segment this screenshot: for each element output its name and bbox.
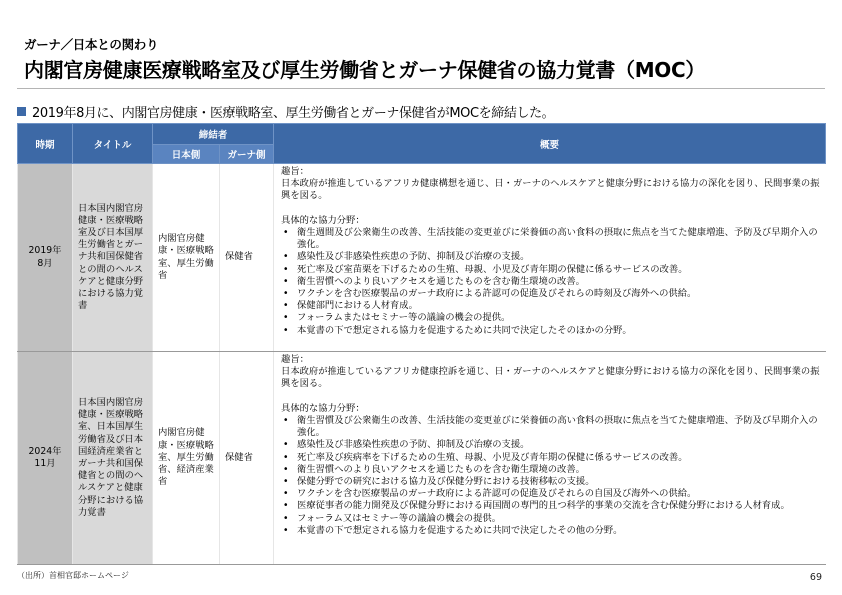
ghana-side-cell: 保健省 xyxy=(220,164,274,352)
purpose-text: 日本政府が推進しているアフリカ健康構想を通じ、日・ガーナのヘルスケアと健康分野における協力の深化を図り、民間事業の振興を図る。 xyxy=(281,178,820,202)
header-ghana-side: ガーナ側 xyxy=(220,145,274,164)
list-item: • 感染性及び非感染性疾患の予防、抑制及び治療の支援。 xyxy=(283,439,530,451)
period-month: 11月 xyxy=(34,458,56,469)
bullet-icon: • xyxy=(283,476,289,488)
bullet-icon: • xyxy=(283,488,289,500)
list-item: • ワクチンを含む医療製品のガーナ政府による許認可の促進及びそれらの自国及び海外への供給。 xyxy=(283,488,697,500)
list-item: • 保健部門における人材育成。 xyxy=(283,300,418,312)
list-item: • 本覚書の下で想定される協力を促進するために共同で決定したその他の分野。 xyxy=(283,524,623,536)
section-subtitle: ガーナ／日本との関わり xyxy=(24,37,159,52)
areas-list xyxy=(281,415,820,537)
table-row xyxy=(18,164,826,352)
list-item: • フォーラムまたはセミナー等の議論の機会の提供。 xyxy=(283,312,511,324)
period-cell xyxy=(18,164,73,352)
list-item: • ワクチンを含む医療製品のガーナ政府による許認可の促進及びそれらの時刻及び海外への供給。 xyxy=(283,288,697,300)
purpose-label: 趣旨： xyxy=(281,354,309,365)
list-item: • 死亡率及び疾病率を下げるための生殖、母親、小児及び青年期の保健に係るサービスの改善。 xyxy=(283,451,688,463)
japan-side-cell: 内閣官房健康・医療戦略室、厚生労働省 xyxy=(153,164,220,352)
areas-label: 具体的な協力分野： xyxy=(281,402,365,414)
bullet-icon: • xyxy=(283,227,289,238)
header-period: 時期 xyxy=(18,124,73,164)
period-year: 2024年 xyxy=(28,445,62,457)
areas-list xyxy=(281,227,820,337)
header-summary: 概要 xyxy=(274,124,826,164)
spacer xyxy=(281,203,820,215)
bullet-icon: • xyxy=(283,300,289,312)
header-japan-side: 日本側 xyxy=(153,145,220,164)
bullet-icon: • xyxy=(283,312,289,324)
source-note: （出所）首相官邸ホームページ xyxy=(17,571,129,580)
square-bullet-icon xyxy=(17,107,26,116)
purpose-label: 趣旨： xyxy=(281,166,309,177)
table-row xyxy=(18,352,826,565)
title-cell: 日本国内閣官房健康・医療戦略室、日本国厚生労働省及び日本国経済産業省とガーナ共和国保健省との間のヘルスケアと健康分野における協力覚書 xyxy=(73,352,153,565)
list-item: • 保健分野での研究における協力及び保健分野における技術移転の支援。 xyxy=(283,476,595,488)
list-item: • 衛生習慣及び公衆衛生の改善、生活技能の変更並びに栄養価の高い食料の摂取に焦点を当てた健康増進、予防及び早期介入の強化。 xyxy=(283,415,818,439)
list-item: • 死亡率及び室苗栗を下げるための生殖、母親、小児及び青年期の保健に係るサービスの改善。 xyxy=(283,263,688,275)
bullet-icon: • xyxy=(283,324,289,336)
bullet-icon: • xyxy=(283,415,289,426)
summary-cell xyxy=(274,164,826,352)
list-item: • 医療従事者の能力開発及び保健分野における両国間の専門的且つ科学的事業の交流を含む保健分野における人材育成。 xyxy=(283,500,790,512)
bullet-icon: • xyxy=(283,275,289,287)
bullet-icon: • xyxy=(283,288,289,300)
ghana-side-cell: 保健省 xyxy=(220,352,274,565)
bullet-icon: • xyxy=(283,463,289,475)
header-signatories: 締結者 xyxy=(153,124,274,145)
list-item: • 衛生習慣へのより良いアクセスを通じたものを含む衛生環境の改善。 xyxy=(283,275,585,287)
bullet-icon: • xyxy=(283,439,289,451)
moc-table xyxy=(17,123,826,565)
summary-cell xyxy=(274,352,826,565)
bullet-icon: • xyxy=(283,251,289,263)
list-item: • フォーラム又はセミナー等の議論の機会の提供。 xyxy=(283,512,501,524)
bullet-icon: • xyxy=(283,451,289,463)
lead-text: 2019年8月に、内閣官房健康・医療戦略室、厚生労働省とガーナ保健省がMOCを締結した。 xyxy=(32,106,555,121)
spacer xyxy=(281,391,820,403)
japan-side-cell: 内閣官房健康・医療戦略室、厚生労働省、経済産業省 xyxy=(153,352,220,565)
bullet-icon: • xyxy=(283,500,289,512)
period-cell xyxy=(18,352,73,565)
period-month: 8月 xyxy=(37,257,53,269)
title-cell: 日本国内閣官房健康・医療戦略室及び日本国厚生労働省とガーナ共和国保健省との間のヘルスケアと健康分野における協力覚書 xyxy=(73,164,153,352)
purpose-text: 日本政府が推進しているアフリカ健康控訴を通じ、日・ガーナのヘルスケアと健康分野における協力の深化を図り、民間事業の振興を図る。 xyxy=(281,366,820,390)
list-item: • 衛生週間及び公衆衛生の改善、生活技能の変更並びに栄養価の高い食料の摂取に焦点を当てた健康増進、予防及び早期介入の強化。 xyxy=(283,227,818,251)
list-item: • 感染性及び非感染性疾患の予防、抑制及び治療の支援。 xyxy=(283,251,530,263)
header-title: タイトル xyxy=(73,124,153,164)
list-item: • 本覚書の下で想定される協力を促進するために共同で決定したそのほかの分野。 xyxy=(283,324,632,336)
bullet-icon: • xyxy=(283,263,289,275)
period-year: 2019年 xyxy=(28,245,62,257)
bullet-icon: • xyxy=(283,524,289,536)
areas-label: 具体的な協力分野： xyxy=(281,214,365,226)
bullet-icon: • xyxy=(283,512,289,524)
lead-statement xyxy=(17,102,554,121)
page-number: 69 xyxy=(809,572,822,583)
list-item: • 衛生習慣へのより良いアクセスを通じたものを含む衛生環境の改善。 xyxy=(283,463,585,475)
page-title: 内閣官房健康医療戦略室及び厚生労働省とガーナ保健省の協力覚書（MOC） xyxy=(24,58,706,82)
title-divider xyxy=(17,88,825,89)
